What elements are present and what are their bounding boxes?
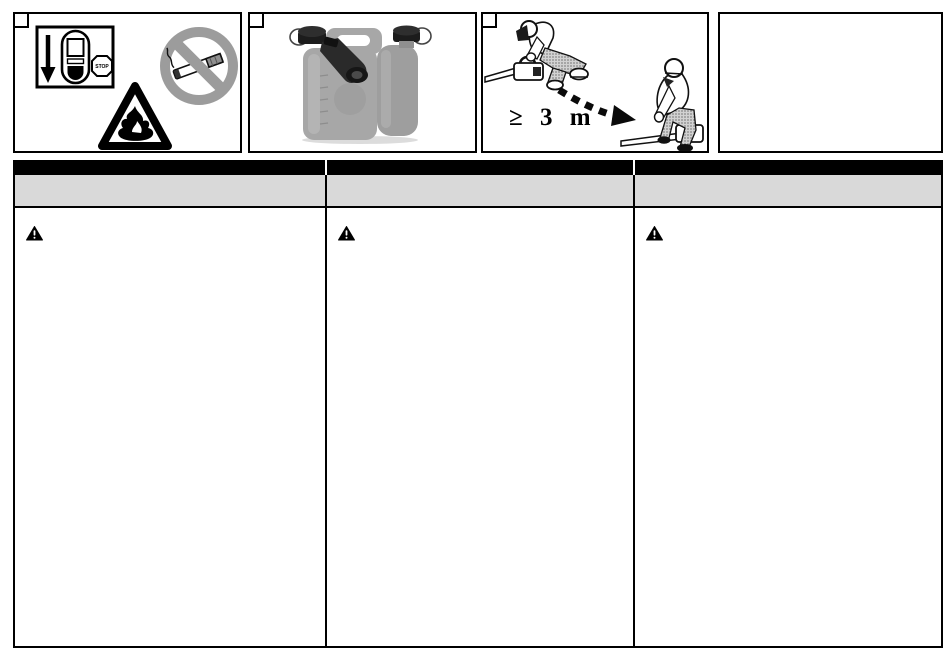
figure-number-box (13, 12, 29, 28)
figure-panel-empty (718, 12, 943, 153)
subheader-cell (325, 175, 633, 206)
operator-refueling-figure (485, 21, 588, 90)
header-cell (13, 160, 325, 175)
fuel-canister-graphic (250, 14, 475, 151)
figure-panel-warning-symbols (13, 12, 242, 153)
header-cell (325, 160, 633, 175)
warning-triangle-icon (338, 226, 355, 241)
stop-label: STOP (95, 64, 109, 70)
figure-number-box (248, 12, 264, 28)
language-table (13, 160, 943, 648)
figure-panel-safe-distance (481, 12, 709, 153)
warning-symbols-graphic (15, 14, 240, 151)
figure-number-box (481, 12, 497, 28)
content-cell (15, 208, 325, 646)
stop-switch-pictogram-icon (37, 27, 113, 87)
header-cell (633, 160, 943, 175)
section-subheader-bar (15, 175, 941, 208)
figure-panel-fuel-canister (248, 12, 477, 153)
content-row (15, 208, 941, 646)
dual-fuel-canister (290, 26, 431, 145)
operator-starting-figure (621, 59, 703, 151)
table-body (13, 175, 943, 648)
flammable-warning-icon (102, 86, 168, 146)
section-header-bar (13, 160, 943, 175)
subheader-cell (15, 175, 325, 206)
warning-triangle-icon (646, 226, 663, 241)
content-cell (633, 208, 941, 646)
subheader-cell (633, 175, 941, 206)
content-cell (325, 208, 633, 646)
warning-triangle-icon (26, 226, 43, 241)
distance-label: ≥ 3 m (509, 104, 592, 131)
no-smoking-icon (165, 31, 233, 100)
